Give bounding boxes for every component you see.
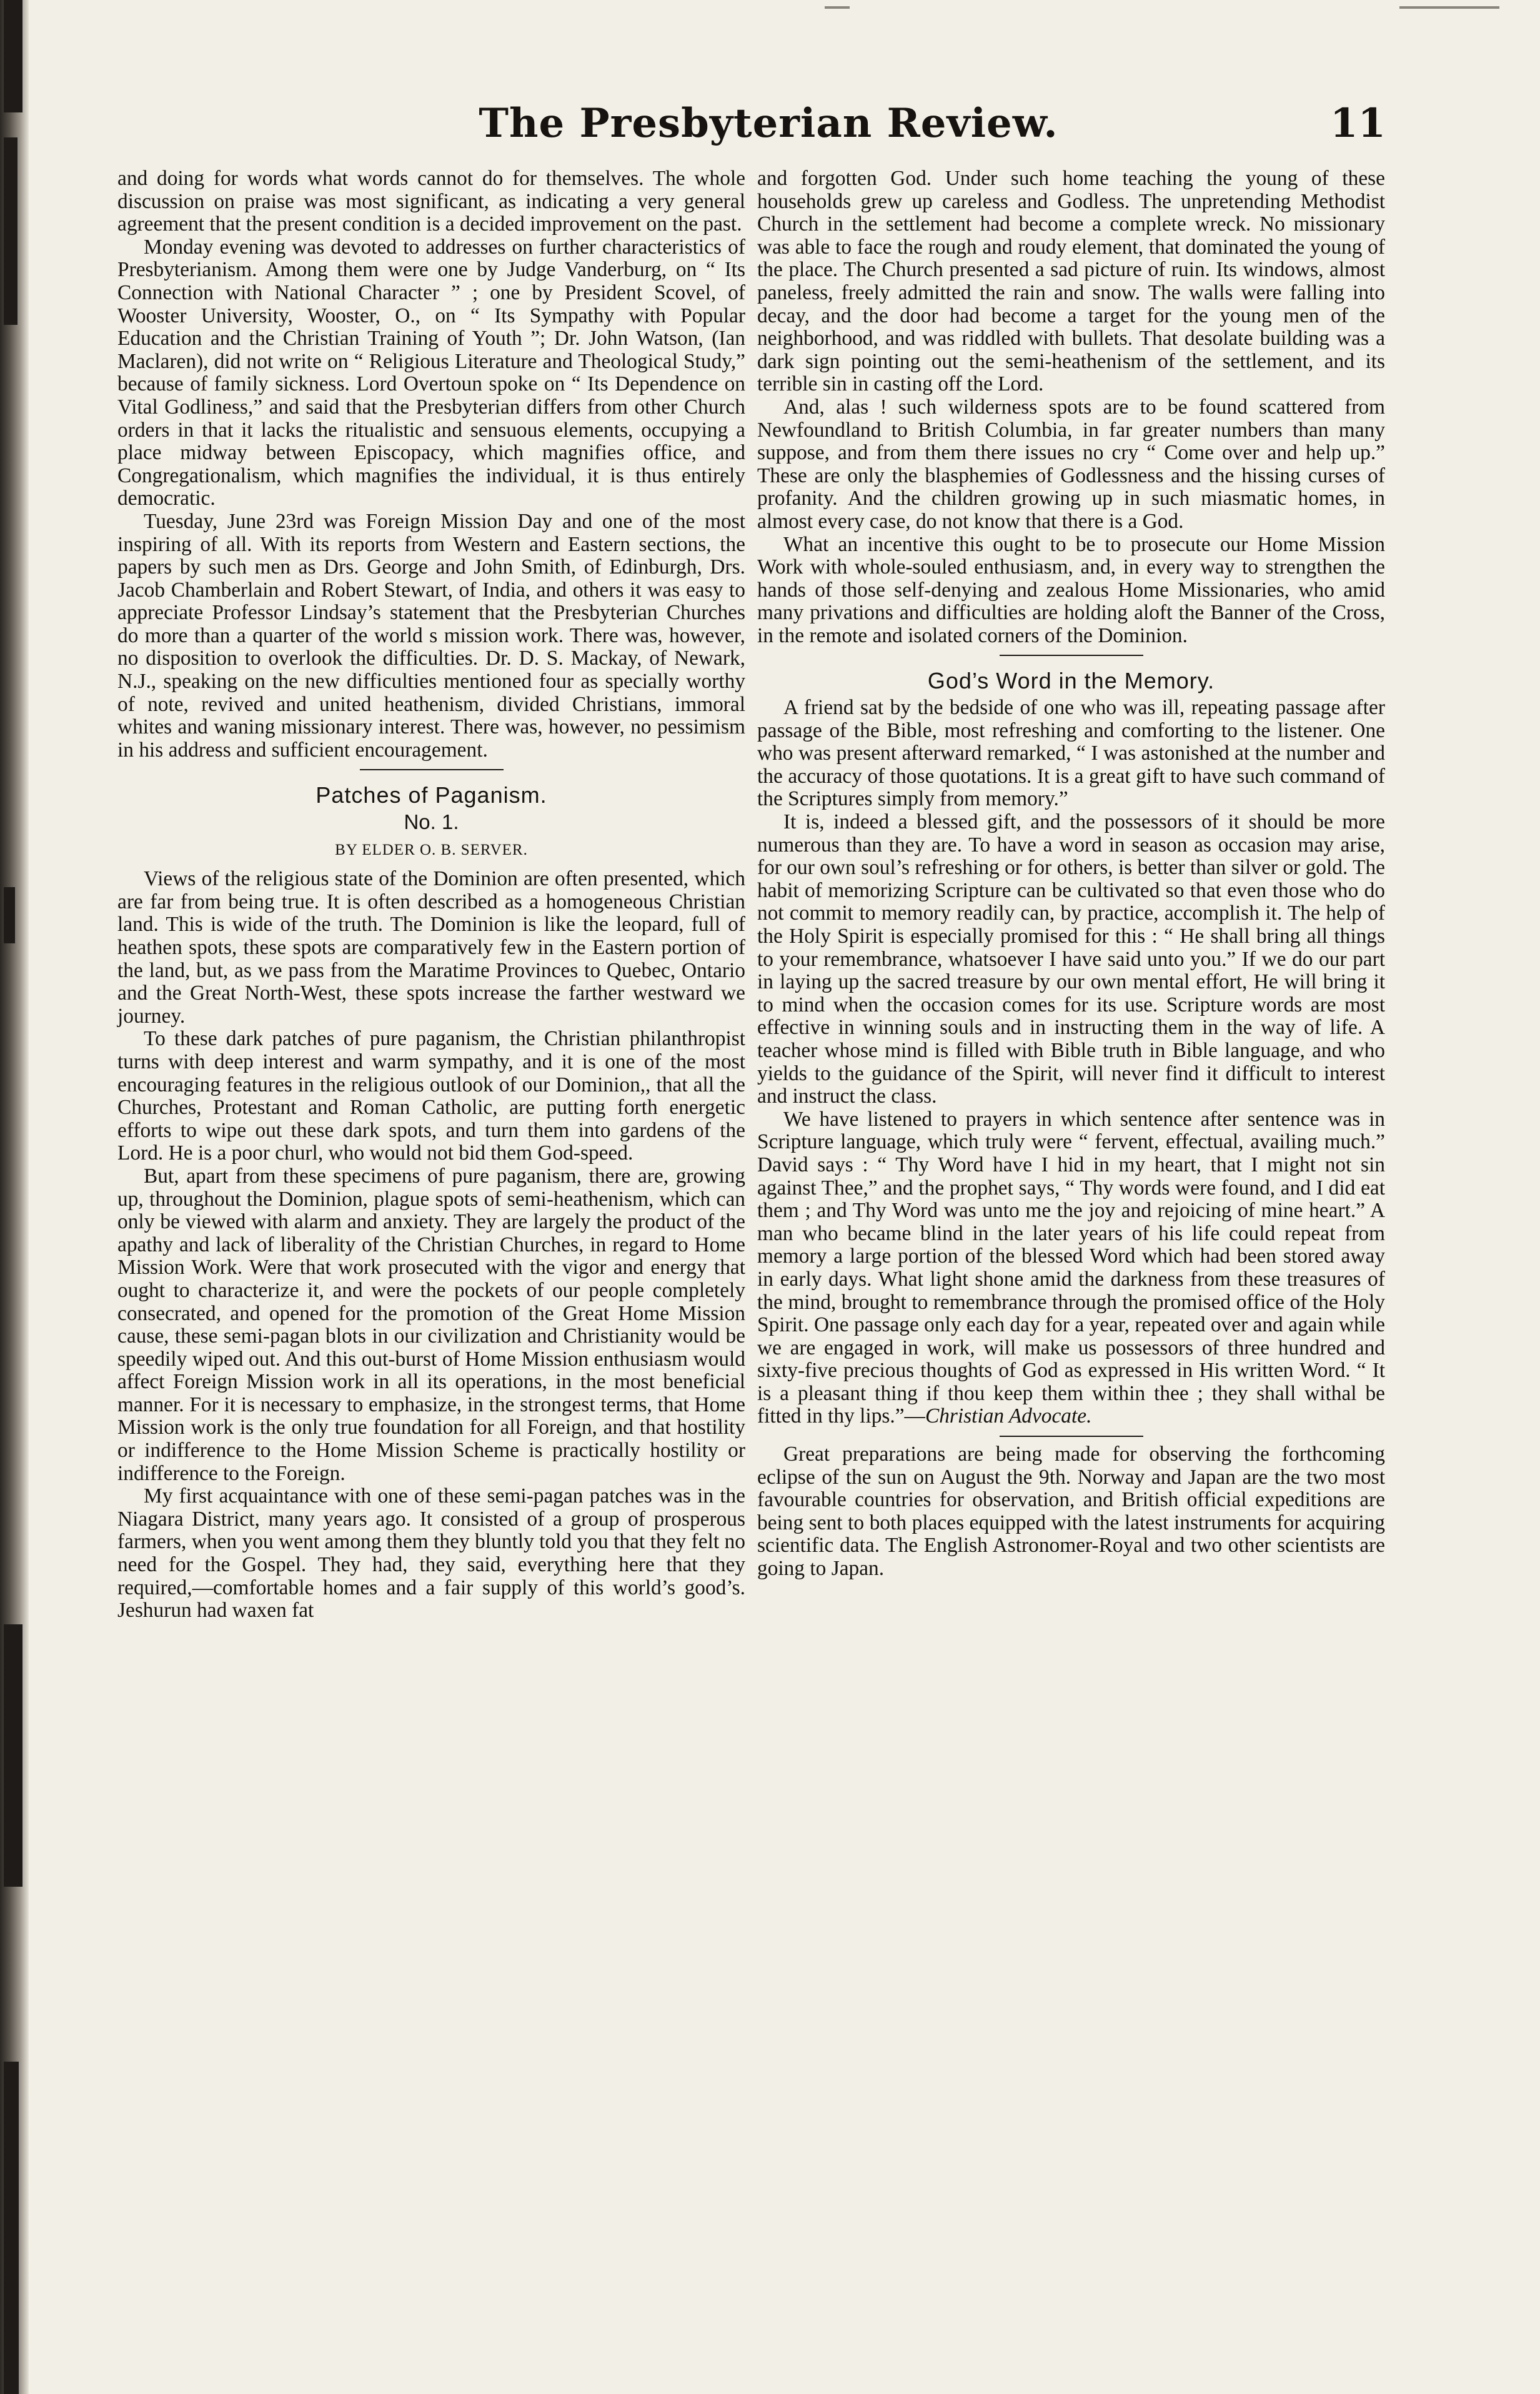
paragraph: Monday evening was devoted to addresses on further characteristics of Presbyterianism. Among them were one by Judge Vanderburg, on “ Its Connection with National Character ” ; one by President Scovel, of Wooster University, Wooster, O., on “ Its Sympathy with Popular Education and the Christian Training of Youth ”; Dr. John Watson, (Ian Maclaren), did not write on “ Religious Literature and Theological Study,” because of family sickness. Lord Overtoun spoke on “ Its Dependence on Vital Godliness,” and said that the Presbyterian differs from other Church orders in that it lacks the ritualistic and sensuous elements, occupying a place midway between Episcopacy, which magnifies office, and Congregationalism, which magnifies the individual, it is thus entirely democratic.: [117, 235, 745, 510]
article-title: Patches of Paganism.: [315, 782, 547, 808]
paragraph: and forgotten God. Under such home teaching the young of these households grew up careless and Godless. The unpretending Methodist Church in the settlement had become a complete wreck. No missionary was able to face the rough and roudy element, that dominated the young of the place. The Church presented a sad picture of ruin. Its windows, almost paneless, freely admitted the rain and snow. The walls were falling into decay, and the door had become a target for the young men of the neighborhood, and was riddled with bullets. That desolate building was a dark sign pointing out the semi-heathenism of the settlement, and its terrible sin in casting off the Lord.: [757, 167, 1385, 396]
paragraph: Tuesday, June 23rd was Foreign Mission Day and one of the most inspiring of all. With its reports from Western and Eastern sections, the papers by such men as Drs. George and John Smith, of Edinburgh, Drs. Jacob Chamberlain and Robert Stewart, of India, and others it was easy to appreciate Professor Lindsay’s statement that the Presbyterian Churches do more than a quarter of the world s mission work. There was, however, no disposition to overlook the difficulties. Dr. D. S. Mackay, of Newark, N.J., speaking on the new difficulties mentioned four as specially worthy of note, revived and united heathenism, divided Christians, immoral whites and waning missionary interest. There was, however, no pessimism in his address and sufficient encouragement.: [117, 509, 745, 762]
left-column: [117, 167, 745, 2354]
article-byline: BY ELDER O. B. SERVER.: [335, 841, 528, 858]
section-divider: [1000, 1436, 1143, 1437]
paragraph: It is, indeed a blessed gift, and the possessors of it should be more numerous than they are. To have a word in season as occasion may arise, for our own soul’s refreshing or for others, is better than silver or gold. The habit of memorizing Scripture can be cultivated so that even those who do not commit to memory readily can, by practice, accomplish it. The help of the Holy Spirit is especially promised for this : “ He shall bring all things to your remembrance, whatsoever I have said unto you.” If we do our part in laying up the sacred treasure by our own mental effort, He will bring it to mind when the occasion comes for its use. Scripture words are most effective in winning souls and in instructing them in the way of life. A teacher whose mind is filled with Bible truth in Bible language, and who yields to the guidance of the Spirit, will never find it difficult to interest and instruct the class.: [757, 810, 1385, 1108]
section-divider: [1000, 655, 1143, 656]
paragraph: And, alas ! such wilderness spots are to be found scattered from Newfoundland to British Columbia, in far greater numbers than many suppose, and from them there issues no cry “ Come over and help up.” These are only the blasphemies of Godlessness and the hissing curses of profanity. And the children growing up in such miasmatic homes, in almost every case, do not know that there is a God.: [757, 395, 1385, 533]
paragraph: [757, 1108, 1385, 1428]
section-divider: [360, 769, 504, 770]
scan-smudge: [825, 6, 850, 9]
paragraph: What an incentive this ought to be to prosecute our Home Mission Work with whole-souled enthusiasm, and, in every way to strengthen the hands of those self-denying and zealous Home Missionaries, who amid many privations and difficulties are holding aloft the Banner of the Cross, in the remote and isolated corners of the Dominion.: [757, 532, 1385, 647]
running-title: The Presbyterian Review.: [479, 100, 1058, 147]
binding-mark: [4, 137, 17, 325]
paragraph-text: We have listened to prayers in which sentence after sentence was in Scripture language, which truly were “ fervent, effectual, availing much.” David says : “ Thy Word have I hid in my heart, that I might not sin against Thee,” and the prophet says, “ Thy words were found, and I did eat them ; and Thy Word was unto me the joy and rejoicing of mine heart.” A man who became blind in the later years of his life could repeat from memory a large portion of the blessed Word which had been stored away in early days. What light shone amid the darkness from these treasures of the mind, brought to remembrance through the promised office of the Holy Spirit. One passage only each day for a year, repeated over and again while we are engaged in work, will make us possessors of three hundred and sixty-five precious thoughts of God as expressed in His written Word. “ It is a pleasant thing if thou keep them within thee ; they shall withal be fitted in thy lips.”—: [757, 1107, 1385, 1428]
paragraph: Views of the religious state of the Dominion are often presented, which are far from being true. It is often described as a homogeneous Christian land. This is wide of the truth. The Dominion is like the leopard, full of heathen spots, these spots are comparatively few in the Eastern portion of the land, but, as we pass from the Maratime Provinces to Quebec, Ontario and the Great North-West, these spots increase the farther westward we journey.: [117, 867, 745, 1028]
page-number: 11: [1329, 100, 1386, 147]
paragraph: But, apart from these specimens of pure paganism, there are, growing up, throughout the Dominion, plague spots of semi-heathenism, which can only be viewed with alarm and anxiety. They are largely the product of the apathy and lack of liberality of the Christian Churches, in regard to Home Mission Work. Were that work prosecuted with the vigor and energy that ought to characterize it, and were the pockets of our people completely consecrated, and opened for the promotion of the Great Home Mission cause, these semi-pagan blots in our civilization and Christianity would be speedily wiped out. And this out-burst of Home Mission enthusiasm would affect Foreign Mission work in all its operations, in the most beneficial manner. For it is necessary to emphasize, in the strongest terms, that Home Mission work is the only true foundation for all Foreign, and that hostility or indifference to the Home Mission Scheme is practically hostility or indifference to the Foreign.: [117, 1164, 745, 1485]
scan-smudge: [1399, 6, 1499, 9]
binding-mark: [4, 2062, 19, 2394]
binding-mark: [4, 887, 15, 943]
paragraph: Great preparations are being made for observing the forthcoming eclipse of the sun on August the 9th. Norway and Japan are the two most favourable countries for observation, and British official expeditions are being sent to both places equipped with the latest instruments for acquiring scientific data. The English Astronomer-Royal and two other scientists are going to Japan.: [757, 1443, 1385, 1581]
binding-mark: [4, 1624, 22, 1887]
paragraph: A friend sat by the bedside of one who was ill, repeating passage after passage of the Bible, most refreshing and comforting to the listener. One who was present afterward remarked, “ I was astonished at the number and the accuracy of those quotations. It is a great gift to have such command of the Scriptures simply from memory.”: [757, 696, 1385, 811]
article-title: God’s Word in the Memory.: [927, 668, 1215, 694]
book-binding-edge: [0, 0, 29, 2394]
article-number: No. 1.: [404, 810, 459, 834]
paragraph: To these dark patches of pure paganism, the Christian philanthropist turns with deep interest and warm sympathy, and it is one of the most encouraging features in the religious outlook of our Dominion,, that all the Churches, Protestant and Roman Catholic, are putting forth energetic efforts to wipe out these dark spots, and turn them into gardens of the Lord. He is a poor churl, who would not bid them God-speed.: [117, 1027, 745, 1165]
paragraph: My first acquaintance with one of these semi-pagan patches was in the Niagara District, many years ago. It consisted of a group of prosperous farmers, when you went among them they bluntly told you that they felt no need for the Gospel. They had, they said, everything here that they required,—comfortable homes and a fair supply of this world’s good’s. Jeshurun had waxen fat: [117, 1484, 745, 1622]
right-column: [757, 167, 1385, 2354]
binding-mark: [4, 0, 22, 112]
source-credit: Christian Advocate.: [925, 1404, 1092, 1428]
paragraph: and doing for words what words cannot do for themselves. The whole discussion on praise was most significant, as indicating a very general agreement that the present condition is a decided improvement on the past.: [117, 167, 745, 236]
page-header: [144, 100, 1393, 156]
